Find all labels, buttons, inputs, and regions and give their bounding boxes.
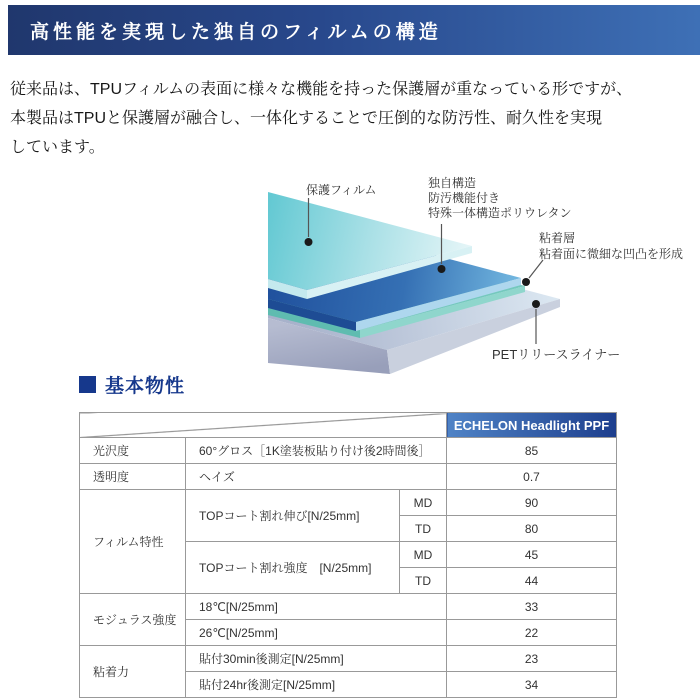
unique-structure-label-line3: 特殊一体構造ポリウレタン: [428, 206, 572, 220]
direction-cell: MD: [400, 542, 447, 568]
row-label-cell: 光沢度: [80, 438, 186, 464]
spec-cell: TOPコート割れ伸び[N/25mm]: [186, 490, 400, 542]
row-label-cell: 透明度: [80, 464, 186, 490]
section-title: 基本物性: [105, 376, 186, 397]
spec-cell: 貼付24hr後測定[N/25mm]: [186, 672, 447, 698]
value-cell: 22: [447, 620, 617, 646]
row-label-cell: 粘着力: [80, 646, 186, 698]
release-liner-label: PETリリースライナー: [492, 347, 621, 362]
value-cell: 45: [447, 542, 617, 568]
basic-properties-table: [79, 412, 617, 698]
adhesive-layer-label-line2: 粘着面に微細な凹凸を形成: [539, 247, 684, 261]
spec-cell: 貼付30min後測定[N/25mm]: [186, 646, 447, 672]
intro-line: 本製品はTPUと保護層が融合し、一体化することで圧倒的な防汚性、耐久性を実現: [10, 110, 603, 127]
table-row: [80, 594, 617, 620]
table-header-row: [80, 413, 617, 438]
section-heading: [79, 371, 185, 398]
value-cell: 44: [447, 568, 617, 594]
row-label-cell: フィルム特性: [80, 490, 186, 594]
table-row: [80, 464, 617, 490]
value-cell: 80: [447, 516, 617, 542]
spec-cell: ヘイズ: [186, 464, 447, 490]
table-row: [80, 438, 617, 464]
intro-line: しています。: [10, 139, 105, 156]
table-row: [80, 490, 617, 516]
intro-paragraph: [10, 75, 695, 162]
value-cell: 34: [447, 672, 617, 698]
product-column-header: ECHELON Headlight PPF: [447, 413, 617, 438]
page-title: 高性能を実現した独自のフィルムの構造: [30, 21, 442, 43]
unique-structure-dot: [438, 265, 446, 273]
square-bullet-icon: [79, 376, 96, 393]
section-banner: [8, 5, 700, 55]
value-cell: 33: [447, 594, 617, 620]
unique-structure-label-line1: 独自構造: [428, 176, 477, 190]
direction-cell: TD: [400, 516, 447, 542]
spec-cell: 26℃[N/25mm]: [186, 620, 447, 646]
row-label-cell: モジュラス強度: [80, 594, 186, 646]
protective-film-dot: [305, 238, 313, 246]
value-cell: 85: [447, 438, 617, 464]
table-row: [80, 646, 617, 672]
value-cell: 0.7: [447, 464, 617, 490]
protective-film-label: 保護フィルム: [306, 183, 377, 197]
adhesive-layer-leader-line: [529, 260, 543, 278]
spec-cell: 60°グロス［1K塗装板貼り付け後2時間後］: [186, 438, 447, 464]
adhesive-layer-dot: [522, 278, 530, 286]
direction-cell: MD: [400, 490, 447, 516]
spec-cell: TOPコート割れ強度 [N/25mm]: [186, 542, 400, 594]
value-cell: 90: [447, 490, 617, 516]
release-liner-dot: [532, 300, 540, 308]
intro-line: 従来品は、TPUフィルムの表面に様々な機能を持った保護層が重なっている形ですが、: [10, 81, 633, 98]
spec-cell: 18℃[N/25mm]: [186, 594, 447, 620]
direction-cell: TD: [400, 568, 447, 594]
film-structure-diagram: [200, 168, 700, 380]
adhesive-layer-label-line1: 粘着層: [539, 231, 576, 245]
unique-structure-label-line2: 防汚機能付き: [428, 191, 501, 205]
table-corner-cell: [80, 413, 447, 438]
value-cell: 23: [447, 646, 617, 672]
